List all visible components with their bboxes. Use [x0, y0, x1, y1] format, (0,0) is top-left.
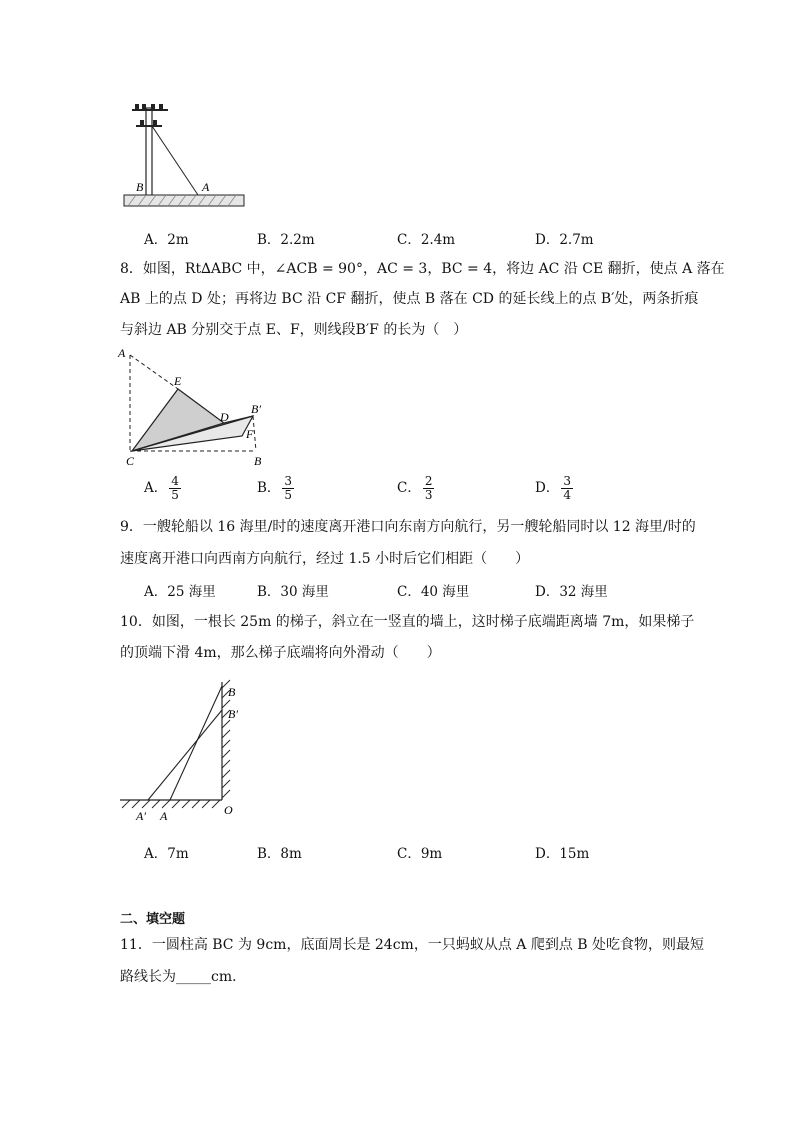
q8-label-f: F	[246, 427, 254, 441]
q10-label-b: B	[228, 685, 236, 699]
q8-label-c: C	[126, 454, 135, 468]
q7-option-c[interactable]: C．2.4m	[397, 232, 456, 248]
q9-text-line2: 速度离开港口向西南方向航行，经过 1.5 小时后它们相距（ ）	[120, 551, 530, 567]
q10-option-b[interactable]: B．8m	[257, 846, 302, 862]
q8-option-c-den: 3	[424, 488, 433, 502]
q8-option-d[interactable]	[535, 475, 573, 502]
q10-text-line1: 10．如图，一根长 25m 的梯子，斜立在一竖直的墙上，这时梯子底端距离墙 7m，如果梯子	[120, 614, 695, 630]
q8-option-c-label: C．	[397, 480, 421, 496]
q9-option-d[interactable]: D．32 海里	[535, 584, 608, 600]
q8-option-b[interactable]	[257, 475, 294, 502]
q8-option-a-den: 5	[171, 488, 179, 502]
q9-option-a[interactable]: A．25 海里	[144, 584, 216, 600]
q8-option-b-num: 3	[284, 474, 293, 488]
q8-option-a-label: A．	[144, 480, 168, 496]
q8-label-a: A	[118, 346, 126, 360]
q9-option-b[interactable]: B．30 海里	[257, 584, 329, 600]
q11-text-line2: 路线长为_____cm．	[120, 969, 247, 985]
q9-text-line1: 9．一艘轮船以 16 海里/时的速度离开港口向东南方向航行，另一艘轮船同时以 12 海里/时的	[120, 519, 696, 535]
q8-option-d-num: 3	[563, 474, 571, 488]
q11-text-line1: 11．一圆柱高 BC 为 9cm，底面周长是 24cm，一只蚂蚁从点 A 爬到点 B 处吃食物，则最短	[120, 937, 705, 953]
q8-option-d-den: 4	[563, 488, 571, 502]
q8-option-c-num: 2	[424, 474, 433, 488]
q10-option-c[interactable]: C．9m	[397, 846, 443, 862]
q7-label-a: A	[202, 180, 210, 194]
q10-text-line2: 的顶端下滑 4m，那么梯子底端将向外滑动（ ）	[120, 645, 441, 661]
q8-option-c[interactable]	[397, 475, 434, 502]
q8-text-line3: 与斜边 AB 分别交于点 E、F，则线段B′F 的长为（ ）	[120, 322, 468, 338]
q8-label-bp: B′	[251, 402, 261, 416]
q8-option-b-den: 5	[284, 488, 293, 502]
q8-fold-diagram	[116, 343, 276, 471]
q10-label-o: O	[224, 803, 233, 817]
q9-option-c[interactable]: C．40 海里	[397, 584, 470, 600]
q8-label-d: D	[220, 410, 229, 424]
q10-option-a[interactable]: A．7m	[144, 846, 189, 862]
q8-option-d-label: D．	[535, 480, 560, 496]
q10-option-d[interactable]: D．15m	[535, 846, 590, 862]
q7-pole-diagram	[118, 100, 253, 212]
q8-label-b: B	[254, 454, 262, 468]
q8-option-a[interactable]	[144, 475, 181, 502]
section-title-fill-in: 二、填空题	[120, 912, 186, 927]
q8-text-line1: 8．如图，Rt∆ABC 中，∠ACB = 90°，AC = 3，BC = 4，将边 AC 沿 CE 翻折，使点 A 落在	[120, 261, 725, 277]
q8-text-line2: AB 上的点 D 处；再将边 BC 沿 CF 翻折，使点 B 落在 CD 的延长线上的点 B′处，两条折痕	[120, 291, 699, 307]
q10-label-a: A	[160, 809, 168, 823]
q10-ladder-diagram	[118, 676, 258, 824]
q7-option-a[interactable]: A．2m	[144, 232, 189, 248]
q10-label-bp: B′	[228, 707, 238, 721]
q7-option-d[interactable]: D．2.7m	[535, 232, 594, 248]
q7-option-b[interactable]: B．2.2m	[257, 232, 315, 248]
q8-option-a-num: 4	[171, 474, 179, 488]
q7-label-b: B	[136, 180, 144, 194]
q8-label-e: E	[174, 374, 182, 388]
q8-option-b-label: B．	[257, 480, 281, 496]
q10-label-ap: A′	[136, 809, 146, 823]
